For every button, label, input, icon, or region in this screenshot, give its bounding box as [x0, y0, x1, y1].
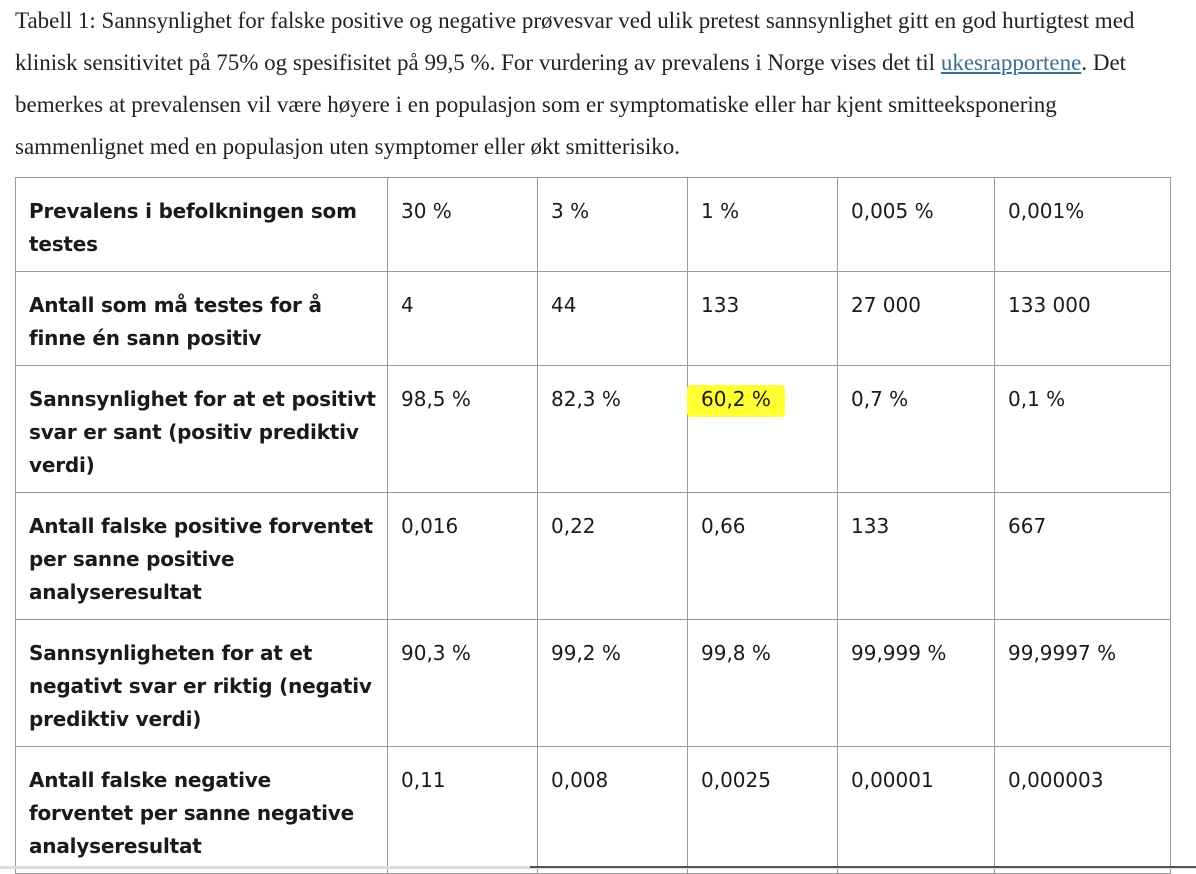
- table-cell: 0,008: [538, 747, 688, 874]
- table-cell: 133: [688, 272, 838, 366]
- row-label: Antall som må testes for å finne én sann positiv: [16, 272, 388, 366]
- table-cell: 0,0025: [688, 747, 838, 874]
- table-cell: 0,1 %: [995, 366, 1171, 493]
- table-cell: 133 000: [995, 272, 1171, 366]
- table-row: [16, 620, 1171, 747]
- highlight-mark: 60,2 %: [687, 385, 785, 417]
- table-row: [16, 178, 1171, 272]
- row-label: Antall falske positive forventet per sanne positive analyseresultat: [16, 493, 388, 620]
- table-row: [16, 272, 1171, 366]
- table-cell: 0,66: [688, 493, 838, 620]
- table-cell: 82,3 %: [538, 366, 688, 493]
- table-row: [16, 366, 1171, 493]
- table-cell: 99,8 %: [688, 620, 838, 747]
- table-cell: 90,3 %: [388, 620, 538, 747]
- prevalence-table: [15, 177, 1171, 874]
- table-cell: 27 000: [838, 272, 995, 366]
- table-cell: 0,000003: [995, 747, 1171, 874]
- table-caption: [15, 0, 1185, 168]
- row-label: Sannsynlighet for at et positivt svar er sant (positiv prediktiv verdi): [16, 366, 388, 493]
- table-cell: 133: [838, 493, 995, 620]
- table-cell: 4: [388, 272, 538, 366]
- table-cell: 0,11: [388, 747, 538, 874]
- table-cell: 0,22: [538, 493, 688, 620]
- table-cell-highlighted: [688, 366, 838, 493]
- table-cell: 44: [538, 272, 688, 366]
- table-row: [16, 747, 1171, 874]
- caption-text-start: Tabell 1: Sannsynlighet for falske positive og negative prøvesvar ved ulik pretest sannsynlighet gitt en god hurtigtest med klinisk sensitivitet på 75% og spesifisitet på 99,5 %. For vurdering av prevalens i Norge vises det til: [15, 8, 1135, 75]
- table-cell: 0,016: [388, 493, 538, 620]
- table-cell: 1 %: [688, 178, 838, 272]
- table-row: [16, 493, 1171, 620]
- row-label: Antall falske negative forventet per sanne negative analyseresultat: [16, 747, 388, 874]
- table-cell: 99,9997 %: [995, 620, 1171, 747]
- table-cell: 0,001%: [995, 178, 1171, 272]
- scrollbar-edge-dark: [530, 866, 1196, 868]
- table-cell: 99,2 %: [538, 620, 688, 747]
- ukesrapportene-link[interactable]: ukesrapportene: [940, 50, 1082, 75]
- table-cell: 667: [995, 493, 1171, 620]
- table-cell: 0,00001: [838, 747, 995, 874]
- table-cell: 98,5 %: [388, 366, 538, 493]
- row-label: Prevalens i befolkningen som testes: [16, 178, 388, 272]
- table-cell: 30 %: [388, 178, 538, 272]
- table-cell: 99,999 %: [838, 620, 995, 747]
- table-cell: 0,7 %: [838, 366, 995, 493]
- table-cell: 0,005 %: [838, 178, 995, 272]
- caption-text-end: . Det bemerkes at prevalensen vil være høyere i en populasjon som er symptomatiske eller har kjent smitteeksponering sammenlignet med en populasjon uten symptomer eller økt smitterisiko.: [15, 50, 1127, 159]
- row-label: Sannsynligheten for at et negativt svar er riktig (negativ prediktiv verdi): [16, 620, 388, 747]
- table-cell: 3 %: [538, 178, 688, 272]
